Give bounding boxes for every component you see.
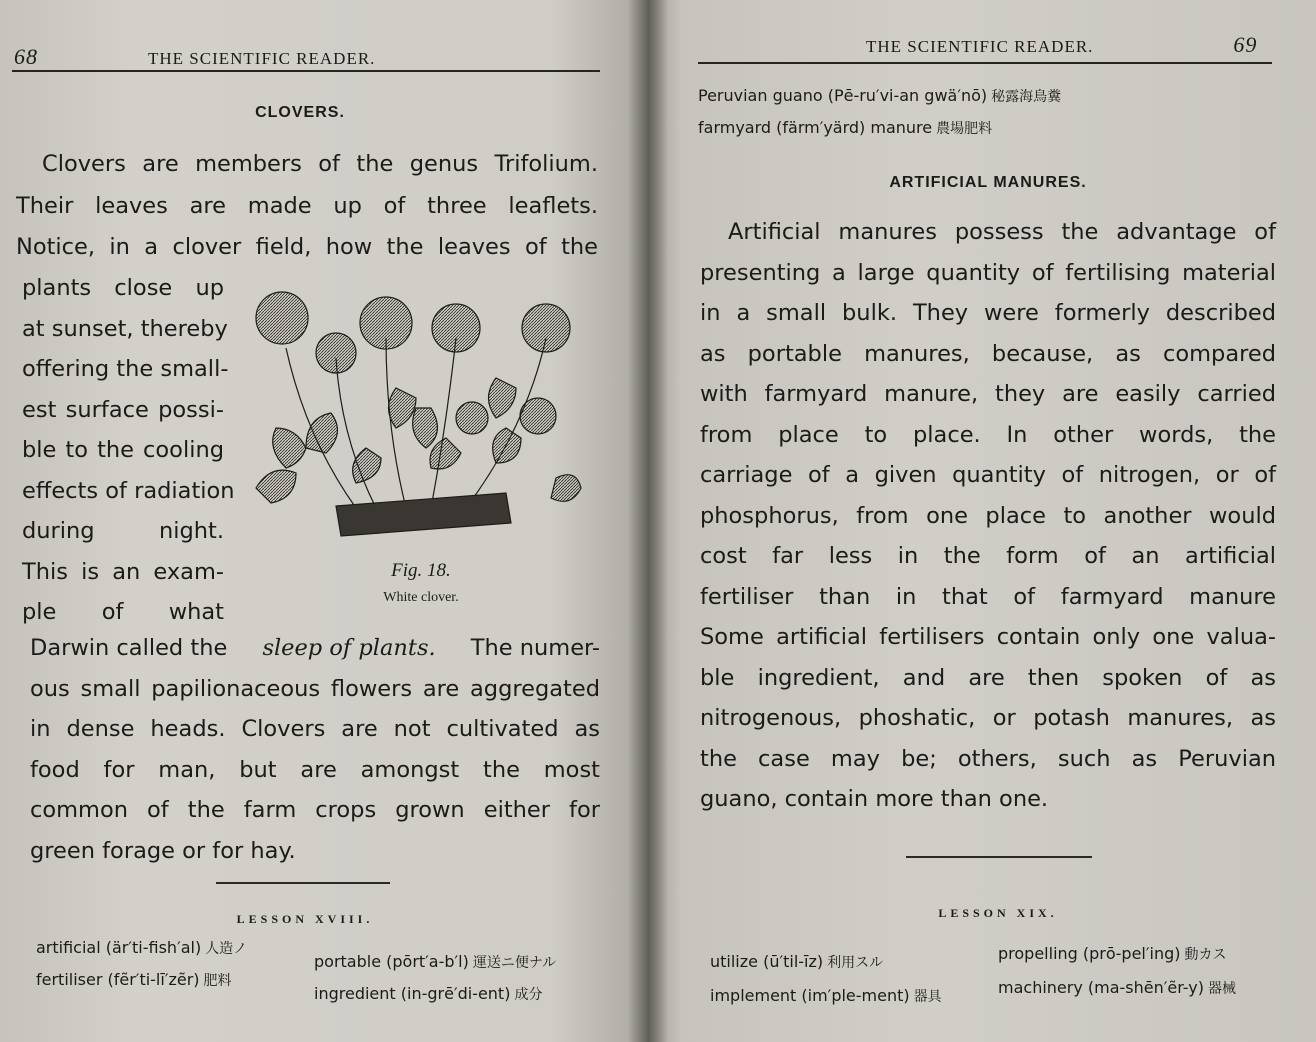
book-gutter [628, 0, 668, 1042]
left-paragraph-bottom [30, 628, 600, 871]
vocab-word: ingredient (in-grē′di-ent) [314, 984, 511, 1003]
vocab-entry [36, 970, 247, 1002]
right-vocab-col-1 [710, 952, 942, 1020]
right-vocab-col-2 [998, 944, 1236, 1012]
text-line: Clovers are members of the genus Trifolium. [42, 151, 598, 177]
left-page-number: 68 [14, 44, 38, 69]
left-lesson-heading: LESSON XVIII. [236, 912, 374, 926]
text-line: plants close up [22, 275, 224, 301]
text-line: from place to place. In other words, the [700, 421, 1276, 448]
left-running-head [14, 44, 604, 70]
vocab-entry [314, 952, 556, 984]
vocab-word: machinery (ma-shēn′ẽr-y) [998, 978, 1204, 997]
left-vocab-col-2 [314, 952, 556, 1016]
text-line: food for man, but are amongst the most [30, 756, 600, 783]
italic-term: sleep of plants. [262, 635, 436, 661]
text-line: ple of what [22, 599, 224, 625]
vocab-entry [698, 118, 1061, 150]
text-line: phosphorus, from one place to another would [700, 502, 1276, 529]
vocab-japanese: 器械 [1208, 981, 1236, 997]
text-line: cost far less in the form of an artificial [700, 543, 1276, 569]
vocab-japanese: 成分 [514, 987, 543, 1003]
vocab-japanese: 器具 [913, 989, 942, 1005]
right-page [648, 0, 1316, 1042]
text-line: ous small papilionaceous flowers are aggregated [30, 675, 600, 702]
text-line: during night. [22, 518, 224, 544]
left-section-title: CLOVERS. [255, 104, 345, 121]
left-vocab-col-1 [36, 938, 247, 1002]
right-section-title: ARTIFICIAL MANURES. [889, 174, 1087, 191]
text-line: carriage of a given quantity of nitrogen, or of [700, 462, 1276, 488]
vocab-word: propelling (prō-pel′ing) [998, 944, 1181, 963]
right-top-vocab [698, 86, 1061, 150]
right-lesson-rule [906, 856, 1092, 858]
figure-number: Fig. 18. [391, 560, 451, 581]
text-line: nitrogenous, phoshatic, or potash manures, as [700, 705, 1276, 731]
right-paragraph [700, 212, 1276, 820]
vocab-japanese: 農場肥料 [936, 121, 993, 137]
text-line: effects of radiation [22, 477, 235, 504]
right-running-head [866, 32, 1276, 58]
text-line: in dense heads. Clovers are not cultivated as [30, 716, 600, 742]
white-clover-illustration [246, 278, 596, 548]
vocab-word: implement (im′ple-ment) [710, 986, 910, 1005]
clover-figure [246, 278, 596, 614]
text-line: Their leaves are made up of three leaflets. [16, 193, 598, 219]
text-line: This is an exam- [22, 558, 224, 585]
text-line: offering the small- [22, 356, 229, 382]
vocab-japanese: 運送ニ便ナル [472, 955, 557, 971]
left-page [0, 0, 648, 1042]
right-page-number: 69 [1233, 32, 1258, 57]
figure-caption: White clover. [383, 590, 459, 605]
text-line: common of the farm crops grown either for [30, 797, 600, 823]
text-line: the case may be; others, such as Peruvian [700, 745, 1276, 772]
text-line: guano, contain more than one. [700, 786, 1049, 812]
vocab-entry [36, 938, 247, 970]
vocab-entry [998, 978, 1236, 1012]
left-paragraph-top-cont [16, 186, 598, 267]
text-line: ble to the cooling [22, 437, 224, 463]
text-line: green forage or for hay. [30, 837, 296, 864]
text-line: Notice, in a clover field, how the leaves of the [16, 233, 598, 260]
text-fragment: The numer- [470, 635, 600, 661]
text-line: Artificial manures possess the advantage of [728, 219, 1276, 245]
vocab-japanese: 秘露海鳥糞 [991, 89, 1062, 105]
left-running-title: THE SCIENTIFIC READER. [148, 49, 376, 68]
right-running-title: THE SCIENTIFIC READER. [866, 37, 1094, 56]
vocab-word: farmyard (färm′yärd) manure [698, 118, 933, 137]
vocab-entry [998, 944, 1236, 978]
vocab-entry [698, 86, 1061, 118]
vocab-entry [314, 984, 556, 1016]
vocab-word: artificial (är′ti-fish′al) [36, 938, 202, 957]
text-line: fertiliser than in that of farmyard manure [700, 583, 1276, 610]
text-line: in a small bulk. They were formerly described [700, 300, 1276, 326]
text-line: as portable manures, because, as compared [700, 340, 1276, 367]
text-line: est surface possi- [22, 396, 224, 423]
right-header-rule [698, 62, 1272, 64]
vocab-entry [710, 986, 942, 1020]
vocab-japanese: 人造ノ [205, 941, 248, 957]
text-line: ble ingredient, and are then spoken of as [700, 664, 1276, 691]
vocab-japanese: 利用スル [827, 955, 884, 971]
vocab-word: portable (pōrt′a-b′l) [314, 952, 469, 971]
text-line: Some artificial fertilisers contain only one valua- [700, 624, 1276, 650]
vocab-word: utilize (ū′til-īz) [710, 952, 824, 971]
vocab-entry [710, 952, 942, 986]
left-wrap-column [22, 268, 235, 633]
right-lesson-heading: LESSON XIX. [938, 906, 1058, 920]
left-lesson-rule [216, 882, 390, 884]
left-header-rule [12, 70, 600, 72]
vocab-word: fertiliser (fẽr′ti-lī′zẽr) [36, 970, 200, 989]
text-line: at sunset, thereby [22, 315, 228, 342]
text-line: presenting a large quantity of fertilising material [700, 259, 1276, 286]
vocab-word: Peruvian guano (Pē-ru′vi-an gwä′nō) [698, 86, 988, 105]
left-paragraph-top [36, 144, 598, 185]
vocab-japanese: 動カス [1184, 947, 1227, 963]
text-fragment: Darwin called the [30, 635, 228, 661]
vocab-japanese: 肥料 [203, 973, 232, 989]
text-line [30, 628, 600, 669]
text-line: with farmyard manure, they are easily carried [700, 381, 1276, 407]
